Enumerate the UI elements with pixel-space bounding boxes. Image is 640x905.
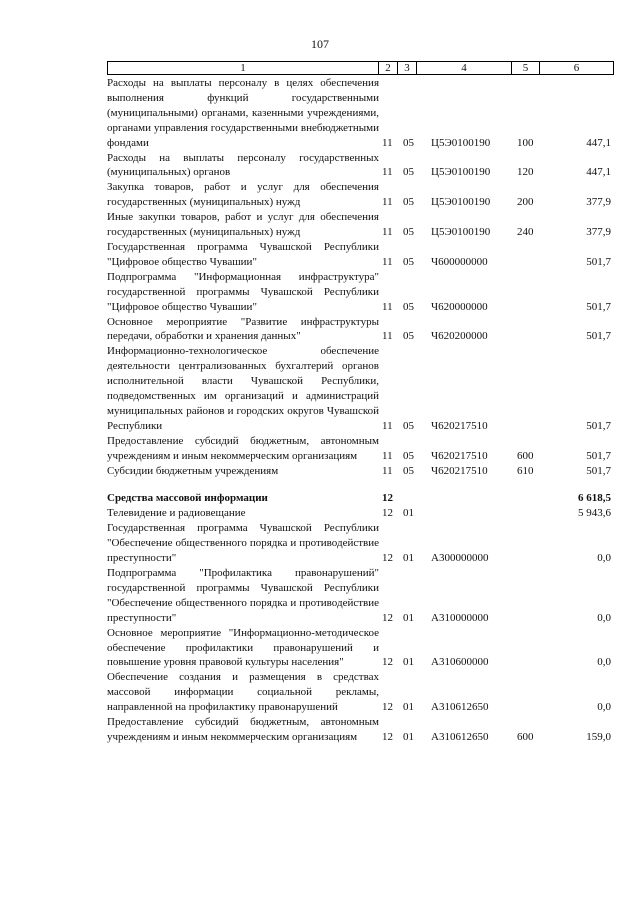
- target-article-code: Ч620217510: [431, 449, 488, 462]
- section-code: 12: [382, 656, 393, 669]
- subsection-code: 05: [403, 330, 414, 343]
- table-row: [107, 670, 613, 715]
- section-code: 11: [382, 449, 393, 462]
- amount: 501,7: [586, 255, 611, 268]
- subsection-code: 05: [403, 255, 414, 268]
- subsection-code: 01: [403, 611, 414, 624]
- row-name: Субсидии бюджетным учреждениям: [107, 464, 279, 477]
- row-name: Расходы на выплаты персоналу в целях обеспечения выполнения функций государственными (муниципальными) органами, казенными учреждениями, органами управления государственными внебюджетными фондами: [107, 77, 379, 149]
- section-spacer: [107, 478, 613, 491]
- section-code: 12: [382, 701, 393, 714]
- row-name: Предоставление субсидий бюджетным, автономным учреждениям и иным некоммерческим организациям: [107, 716, 379, 743]
- table-row: [107, 491, 613, 506]
- amount: 377,9: [586, 196, 611, 209]
- amount: 6 618,5: [578, 492, 611, 505]
- header-col-6: 6: [540, 62, 614, 75]
- table-row: [107, 626, 613, 671]
- expense-type-code: 200: [517, 196, 534, 209]
- subsection-code: 05: [403, 449, 414, 462]
- expense-type-code: 120: [517, 166, 534, 179]
- header-col-4: 4: [417, 62, 512, 75]
- section-code: 11: [382, 166, 393, 179]
- target-article-code: Ц5Э0100190: [431, 226, 491, 239]
- row-name: Основное мероприятие "Информационно-методическое обеспечение профилактики правонарушений и повышение уровня правовой культуры населения": [107, 626, 379, 669]
- row-name: Государственная программа Чувашской Республики "Обеспечение общественного порядка и противодействие преступности": [107, 522, 379, 565]
- amount: 447,1: [586, 166, 611, 179]
- amount: 501,7: [586, 330, 611, 343]
- section-code: 11: [382, 330, 393, 343]
- expense-type-code: 600: [517, 449, 534, 462]
- subsection-code: 05: [403, 419, 414, 432]
- table-row: [107, 180, 613, 210]
- target-article-code: А310612650: [431, 701, 489, 714]
- target-article-code: А310000000: [431, 611, 489, 624]
- subsection-code: 05: [403, 300, 414, 313]
- subsection-code: 05: [403, 136, 414, 149]
- target-article-code: Ц5Э0100190: [431, 166, 491, 179]
- amount: 159,0: [586, 730, 611, 743]
- expense-type-code: 100: [517, 136, 534, 149]
- subsection-code: 01: [403, 552, 414, 565]
- row-name: Телевидение и радиовещание: [107, 507, 246, 520]
- row-name: Средства массовой информации: [107, 492, 268, 505]
- amount: 0,0: [597, 552, 611, 565]
- subsection-code: 05: [403, 226, 414, 239]
- target-article-code: Ч620217510: [431, 464, 488, 477]
- amount: 501,7: [586, 464, 611, 477]
- row-name: Расходы на выплаты персоналу государственных (муниципальных) органов: [107, 151, 379, 179]
- expense-type-code: 600: [517, 730, 534, 743]
- column-header-table: [107, 61, 614, 75]
- amount: 377,9: [586, 226, 611, 239]
- table-row: [107, 566, 613, 626]
- row-name: Информационно-технологическое обеспечение деятельности централизованных бухгалтерий органов исполнительной власти Чувашской Республики, подведомственных им организаций и администраций муниципальных районов и городских округов Чувашской Республики: [107, 345, 379, 432]
- subsection-code: 01: [403, 730, 414, 743]
- subsection-code: 05: [403, 464, 414, 477]
- section-code: 12: [382, 507, 393, 520]
- section-code: 11: [382, 300, 393, 313]
- amount: 447,1: [586, 136, 611, 149]
- amount: 501,7: [586, 419, 611, 432]
- row-name: Иные закупки товаров, работ и услуг для обеспечения государственных (муниципальных) нужд: [107, 211, 379, 239]
- subsection-code: 05: [403, 166, 414, 179]
- row-name: Закупка товаров, работ и услуг для обеспечения государственных (муниципальных) нужд: [107, 181, 379, 209]
- amount: 0,0: [597, 701, 611, 714]
- amount: 501,7: [586, 300, 611, 313]
- target-article-code: А300000000: [431, 552, 489, 565]
- expense-type-code: 610: [517, 464, 534, 477]
- section-code: 11: [382, 226, 393, 239]
- table-row: [107, 270, 613, 315]
- target-article-code: Ч620217510: [431, 419, 488, 432]
- row-name: Подпрограмма "Информационная инфраструктура" государственной программы Чувашской Республики "Цифровое общество Чувашии": [107, 270, 379, 313]
- table-row: [107, 464, 613, 479]
- target-article-code: Ч600000000: [431, 255, 488, 268]
- table-row: [107, 151, 613, 181]
- target-article-code: А310612650: [431, 730, 489, 743]
- row-name: Основное мероприятие "Развитие инфраструктуры передачи, обработки и хранения данных": [107, 315, 379, 343]
- table-row: [107, 240, 613, 270]
- amount: 5 943,6: [578, 507, 611, 520]
- table-row: [107, 315, 613, 345]
- section-code: 11: [382, 196, 393, 209]
- table-row: [107, 715, 613, 745]
- subsection-code: 01: [403, 656, 414, 669]
- subsection-code: 05: [403, 196, 414, 209]
- table-row: [107, 521, 613, 566]
- target-article-code: Ч620200000: [431, 330, 488, 343]
- expense-type-code: 240: [517, 226, 534, 239]
- section-code: 12: [382, 492, 393, 505]
- table-row: [107, 76, 613, 151]
- row-name: Государственная программа Чувашской Республики "Цифровое общество Чувашии": [107, 240, 379, 268]
- subsection-code: 01: [403, 701, 414, 714]
- page-number: 107: [311, 37, 329, 51]
- table-row: [107, 210, 613, 240]
- header-col-5: 5: [512, 62, 540, 75]
- target-article-code: Ц5Э0100190: [431, 136, 491, 149]
- section-code: 12: [382, 611, 393, 624]
- subsection-code: 01: [403, 507, 414, 520]
- header-col-2: 2: [379, 62, 398, 75]
- row-name: Обеспечение создания и размещения в средствах массовой информации социальной рекламы, направленной на профилактику правонарушений: [107, 671, 379, 714]
- amount: 0,0: [597, 656, 611, 669]
- section-code: 12: [382, 552, 393, 565]
- section-code: 12: [382, 730, 393, 743]
- table-row: [107, 344, 613, 433]
- header-col-1: 1: [108, 62, 379, 75]
- row-name: Подпрограмма "Профилактика правонарушений" государственной программы Чувашской Республики "Обеспечение общественного порядка и противодействие преступности": [107, 567, 379, 624]
- target-article-code: Ч620000000: [431, 300, 488, 313]
- section-code: 11: [382, 419, 393, 432]
- target-article-code: Ц5Э0100190: [431, 196, 491, 209]
- amount: 0,0: [597, 611, 611, 624]
- table-row: [107, 434, 613, 464]
- amount: 501,7: [586, 449, 611, 462]
- section-code: 11: [382, 464, 393, 477]
- section-code: 11: [382, 136, 393, 149]
- table-row: [107, 506, 613, 521]
- budget-table-body: [107, 76, 613, 745]
- row-name: Предоставление субсидий бюджетным, автономным учреждениям и иным некоммерческим организациям: [107, 434, 379, 462]
- section-code: 11: [382, 255, 393, 268]
- header-col-3: 3: [398, 62, 417, 75]
- target-article-code: А310600000: [431, 656, 489, 669]
